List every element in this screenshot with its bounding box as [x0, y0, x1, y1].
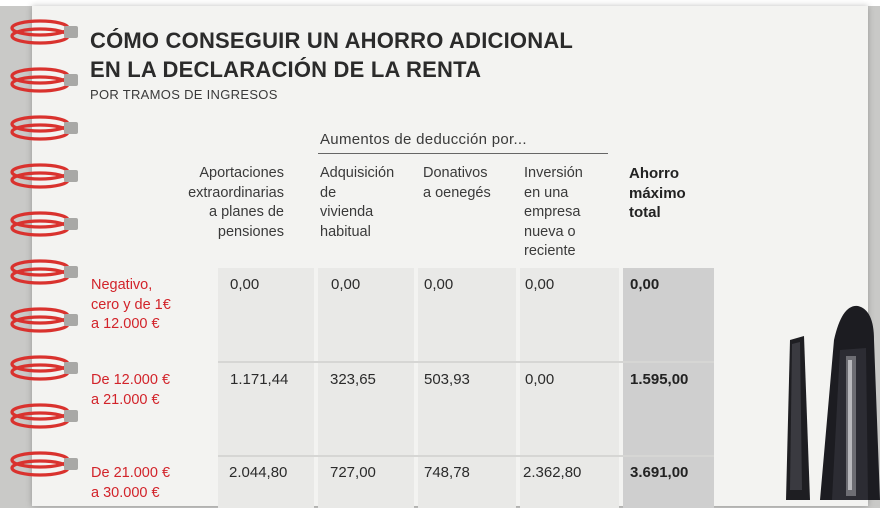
column-header-total [629, 164, 719, 223]
row-label-line: cero y de 1€ [91, 296, 171, 313]
row-label-line: a 21.000 € [91, 391, 160, 408]
spiral-binding-icon [6, 0, 86, 495]
binding-hole [64, 362, 78, 374]
header-line: total [629, 204, 661, 221]
header-line: pensiones [217, 223, 284, 240]
header-line: en una [524, 184, 569, 201]
binding-hole [64, 26, 78, 38]
group-header: Aumentos de deducción por... [320, 131, 527, 148]
header-line: vivienda [320, 204, 374, 220]
binding-hole [64, 410, 78, 422]
row-label-line: a 30.000 € [91, 484, 160, 501]
binding-hole [64, 314, 78, 326]
binding-hole [64, 170, 78, 182]
cell-value-total: 1.595,00 [630, 371, 689, 388]
header-line: nueva o [524, 223, 576, 240]
subtitle: POR TRAMOS DE INGRESOS [90, 87, 278, 102]
cell-value: 0,00 [331, 276, 361, 293]
title-line-1: CÓMO CONSEGUIR UN AHORRO ADICIONAL [90, 28, 574, 53]
header-line: Donativos [423, 165, 488, 181]
column-header-pensions [150, 164, 284, 242]
cell-value: 2.044,80 [229, 464, 288, 481]
binding-hole [64, 266, 78, 278]
cell-value: 2.362,80 [523, 464, 582, 481]
row-label-line: De 12.000 € [91, 372, 171, 388]
row-divider [218, 455, 714, 457]
column-header-housing [320, 164, 420, 242]
column-header-donations [423, 164, 519, 203]
cell-value: 748,78 [424, 464, 470, 481]
cell-value: 503,93 [424, 371, 470, 388]
header-line: empresa [524, 204, 581, 220]
cell-value: 0,00 [424, 276, 454, 293]
header-line: extraordinarias [188, 184, 284, 201]
header-line: Aportaciones [199, 165, 284, 181]
cell-value: 0,00 [525, 276, 555, 293]
cell-value-total: 0,00 [630, 276, 660, 293]
header-line: Inversión [524, 165, 583, 181]
binding-hole [64, 74, 78, 86]
cell-value: 0,00 [230, 276, 260, 293]
column-header-investment [524, 164, 620, 262]
cell-value: 323,65 [330, 371, 376, 388]
header-line: reciente [524, 243, 576, 259]
binding-hole [64, 122, 78, 134]
header-line: habitual [320, 223, 371, 240]
cell-value: 1.171,44 [230, 371, 289, 388]
row-label-bracket-2 [91, 371, 170, 410]
header-line: a planes de [209, 204, 284, 220]
binding-hole [64, 458, 78, 470]
header-line: Ahorro [629, 165, 679, 182]
row-label-line: De 21.000 € [91, 465, 171, 481]
title-line-2: EN LA DECLARACIÓN DE LA RENTA [90, 57, 482, 82]
binding-hole [64, 218, 78, 230]
page-title [90, 26, 573, 84]
header-line: Adquisición [320, 165, 395, 181]
header-line: máximo [629, 184, 686, 202]
group-divider [318, 153, 608, 154]
row-divider [218, 361, 714, 363]
cell-value: 727,00 [330, 464, 376, 481]
pen-icon [770, 300, 880, 500]
cell-value-total: 3.691,00 [630, 464, 689, 481]
header-line: de [320, 184, 337, 201]
row-label-bracket-1 [91, 276, 171, 335]
row-label-line: Negativo, [91, 277, 153, 293]
row-label-line: a 12.000 € [91, 316, 160, 332]
header-line: a oenegés [423, 184, 491, 201]
row-label-bracket-3 [91, 464, 170, 503]
cell-value: 0,00 [525, 371, 555, 388]
